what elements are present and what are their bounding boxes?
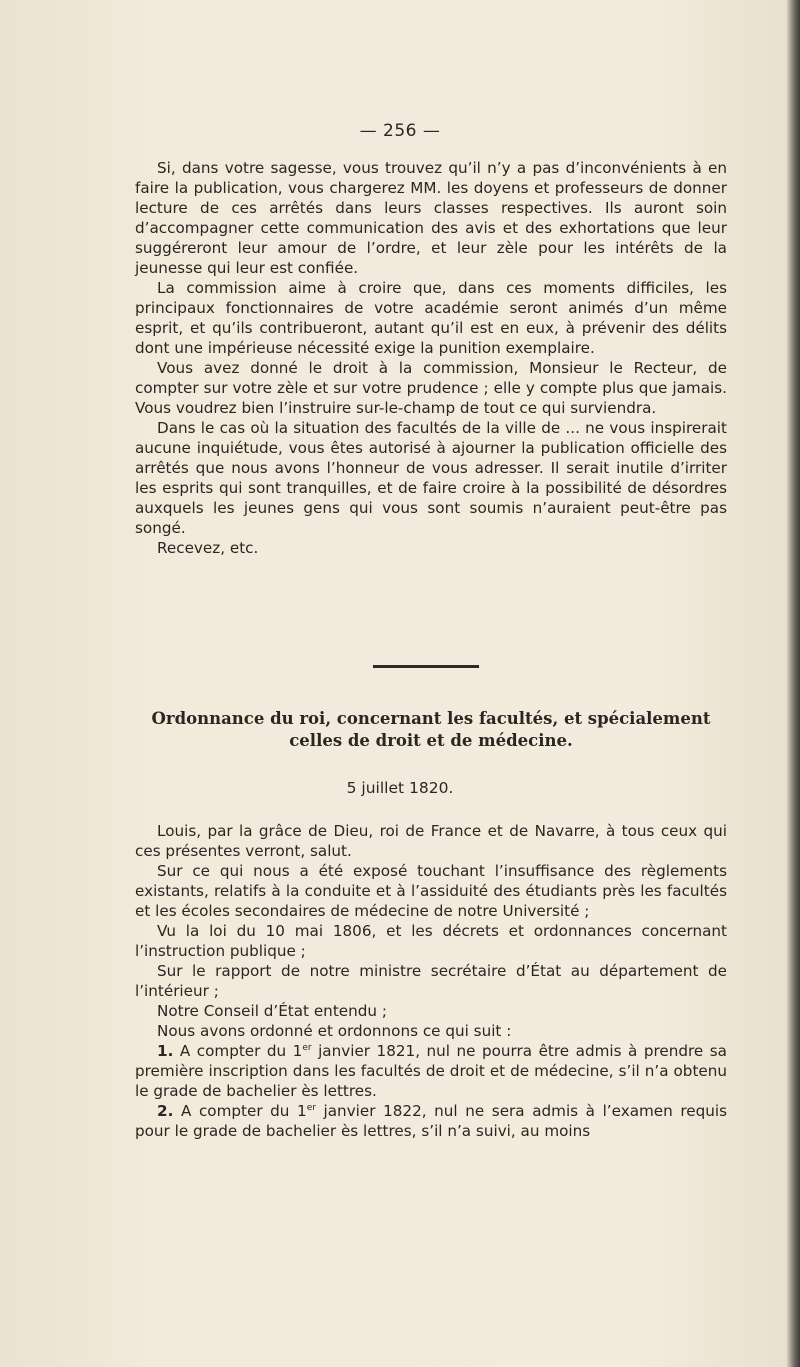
letter-closing: Recevez, etc. <box>157 539 259 557</box>
ordinance-paragraph: Nous avons ordonné et ordonnons ce qui suit : <box>157 1022 512 1040</box>
ordinance-text <box>135 821 727 1141</box>
ordinance-paragraph: Louis, par la grâce de Dieu, roi de France et de Navarre, à tous ceux qui ces présentes verront, salut. <box>135 822 727 860</box>
article-2 <box>135 1101 727 1141</box>
article-number: 2. <box>157 1102 174 1120</box>
letter-paragraph: Vous avez donné le droit à la commission, Monsieur le Recteur, de compter sur votre zèle et sur votre prudence ; elle y compte plus que jamais. Vous voudrez bien l’instruire sur-le-champ de tout ce qui surviendra. <box>135 359 727 417</box>
ordinance-date: 5 juillet 1820. <box>346 779 454 797</box>
article-1 <box>135 1041 727 1101</box>
article-text: janvier 1822, nul ne sera admis à l’examen requis pour le grade de bachelier ès lettres, s’il n’a suivi, au moins <box>135 1102 728 1140</box>
ordinance-paragraph: Notre Conseil d’État entendu ; <box>157 1002 387 1020</box>
article-text: janvier 1821, nul ne pourra être admis à prendre sa première inscription dans les facultés de droit et de médecine, s’il n’a obtenu le grade de bachelier ès lettres. <box>135 1042 727 1100</box>
ordinance-paragraph: Sur le rapport de notre ministre secrétaire d’État au département de l’intérieur ; <box>135 962 727 1000</box>
article-sup: er <box>302 1042 312 1053</box>
article-number: 1. <box>157 1042 174 1060</box>
letter-paragraph: Dans le cas où la situation des facultés de la ville de ... ne vous inspirerait aucune inquiétude, vous êtes autorisé à ajourner la publication officielle des arrêtés que nous avons l’honneur de vous adresser. Il serait inutile d’irriter les esprits qui sont tranquilles, et de faire croire à la possibilité de désordres auxquels les jeunes gens qui vous sont soumis n’auraient peut-être pas songé. <box>135 419 727 537</box>
page-edge-shadow <box>786 0 800 1367</box>
article-sup: er <box>306 1102 316 1113</box>
article-lead: A compter du 1 <box>179 1042 303 1060</box>
ordinance-title: Ordonnance du roi, concernant les facultés, et spécialement celles de droit et de médecine. <box>151 709 711 750</box>
letter-paragraph: Si, dans votre sagesse, vous trouvez qu’il n’y a pas d’inconvénients à en faire la publication, vous chargerez MM. les doyens et professeurs de donner lecture de ces arrêtés dans leurs classes respectives. Ils auront soin d’accompagner cette communication des avis et des exhortations que leur suggéreront leur amour de l’ordre, et leur zèle pour les intérêts de la jeunesse qui leur est confiée. <box>135 159 727 277</box>
letter-paragraph: La commission aime à croire que, dans ces moments difficiles, les principaux fonctionnaires de votre académie seront animés d’un même esprit, et qu’ils contribueront, autant qu’il est en eux, à prévenir des délits dont une impérieuse nécessité exige la punition exemplaire. <box>135 279 727 357</box>
ordinance-paragraph: Sur ce qui nous a été exposé touchant l’insuffisance des règlements existants, relatifs à la conduite et à l’assiduité des étudiants près les facultés et les écoles secondaires de médecine de notre Université ; <box>135 862 727 920</box>
section-divider <box>373 665 479 668</box>
ordinance-paragraph: Vu la loi du 10 mai 1806, et les décrets et ordonnances concernant l’instruction publique ; <box>135 922 727 960</box>
article-lead: A compter du 1 <box>180 1102 307 1120</box>
letter-text <box>135 158 727 558</box>
page-number: — 256 — <box>359 121 441 141</box>
